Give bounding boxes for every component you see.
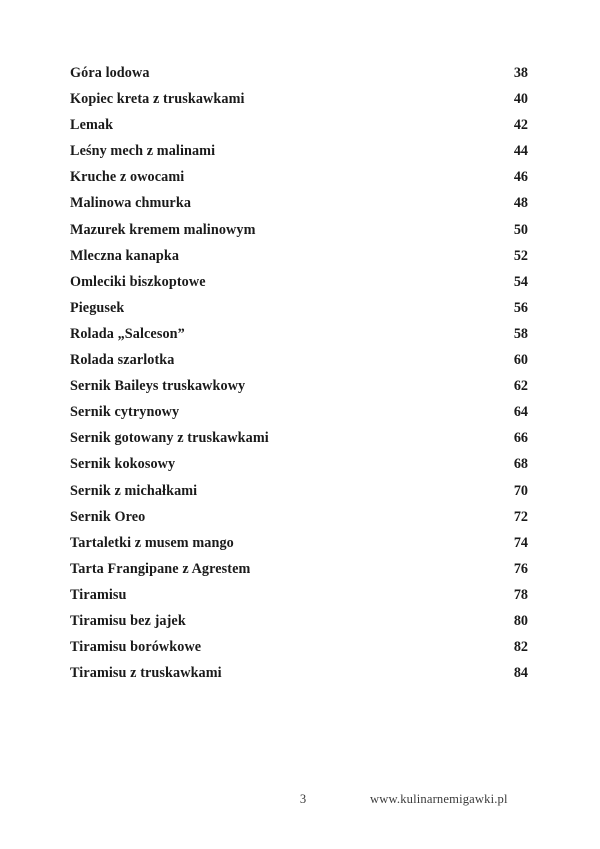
toc-entry-page-number: 42 [513, 117, 528, 134]
toc-entry-page-number: 72 [513, 508, 528, 525]
toc-entry-title: Tiramisu z truskawkami [70, 665, 222, 682]
toc-entry[interactable] [70, 347, 528, 373]
toc-entry-title: Rolada szarlotka [70, 352, 175, 369]
toc-entry-title: Malinowa chmurka [70, 195, 192, 212]
toc-entry-page-number: 46 [513, 169, 528, 186]
toc-entry-title: Tarta Frangipane z Agrestem [70, 560, 251, 577]
toc-entry-page-number: 84 [513, 665, 528, 682]
toc-entry-title: Kopiec kreta z truskawkami [70, 91, 245, 108]
toc-entry-title: Mazurek kremem malinowym [70, 221, 256, 238]
toc-entry-title: Góra lodowa [70, 65, 150, 81]
toc-entry[interactable] [70, 164, 528, 190]
toc-entry-page-number: 74 [513, 534, 528, 551]
toc-entry-title: Rolada „Salceson” [70, 325, 185, 342]
toc-entry-title: Leśny mech z malinami [70, 143, 216, 160]
toc-entry-page-number: 80 [513, 612, 528, 629]
toc-entry-title: Tiramisu bez jajek [70, 612, 186, 629]
toc-entry[interactable] [70, 530, 528, 556]
toc-entry-title: Sernik cytrynowy [70, 404, 180, 421]
toc-entry[interactable] [70, 399, 528, 425]
toc-entry-page-number: 66 [513, 430, 528, 447]
toc-entry-title: Tiramisu borówkowe [70, 639, 202, 656]
toc-entry-title: Sernik gotowany z truskawkami [70, 430, 269, 447]
toc-entry-page-number: 58 [513, 325, 528, 342]
footer-website: www.kulinarnemigawki.pl [370, 792, 508, 806]
toc-entry[interactable] [70, 608, 528, 634]
toc-entry[interactable] [70, 373, 528, 399]
table-of-contents [70, 60, 528, 686]
toc-entry-title: Sernik Baileys truskawkowy [70, 378, 246, 395]
toc-entry[interactable] [70, 634, 528, 660]
toc-entry-title: Mleczna kanapka [70, 247, 180, 264]
toc-entry[interactable] [70, 660, 528, 686]
toc-entry[interactable] [70, 243, 528, 269]
page-footer [0, 789, 600, 811]
toc-entry[interactable] [70, 582, 528, 608]
toc-entry[interactable] [70, 425, 528, 451]
toc-entry-page-number: 38 [513, 65, 528, 81]
toc-entry-page-number: 40 [513, 91, 528, 108]
toc-entry-page-number: 70 [513, 482, 528, 499]
toc-entry-title: Tartaletki z musem mango [70, 534, 234, 551]
toc-entry-title: Kruche z owocami [70, 169, 185, 186]
toc-entry-page-number: 64 [513, 404, 528, 421]
toc-entry[interactable] [70, 60, 528, 86]
toc-entry-page-number: 52 [513, 247, 528, 264]
toc-entry-page-number: 60 [513, 352, 528, 369]
toc-entry-page-number: 82 [513, 639, 528, 656]
toc-entry-title: Sernik Oreo [70, 508, 146, 525]
toc-entry-page-number: 68 [513, 456, 528, 473]
toc-entry[interactable] [70, 295, 528, 321]
toc-entry-title: Piegusek [70, 299, 125, 316]
toc-entry-page-number: 62 [513, 378, 528, 395]
toc-entry[interactable] [70, 269, 528, 295]
toc-entry[interactable] [70, 556, 528, 582]
toc-entry-title: Lemak [70, 117, 114, 134]
toc-entry-page-number: 44 [513, 143, 528, 160]
toc-entry[interactable] [70, 138, 528, 164]
toc-entry[interactable] [70, 86, 528, 112]
toc-entry-page-number: 56 [513, 299, 528, 316]
toc-entry[interactable] [70, 451, 528, 477]
toc-entry[interactable] [70, 321, 528, 347]
toc-entry-title: Tiramisu [70, 586, 127, 603]
toc-entry-page-number: 50 [513, 221, 528, 238]
toc-entry-title: Sernik kokosowy [70, 456, 176, 473]
toc-entry-title: Omleciki biszkoptowe [70, 273, 206, 290]
toc-entry[interactable] [70, 190, 528, 216]
toc-entry[interactable] [70, 112, 528, 138]
toc-entry[interactable] [70, 504, 528, 530]
toc-entry-title: Sernik z michałkami [70, 482, 198, 499]
toc-entry-page-number: 54 [513, 273, 528, 290]
toc-entry-page-number: 78 [513, 586, 528, 603]
toc-entry-page-number: 76 [513, 560, 528, 577]
toc-entry[interactable] [70, 478, 528, 504]
toc-entry-page-number: 48 [513, 195, 528, 212]
toc-entry[interactable] [70, 217, 528, 243]
footer-page-number: 3 [299, 792, 307, 806]
